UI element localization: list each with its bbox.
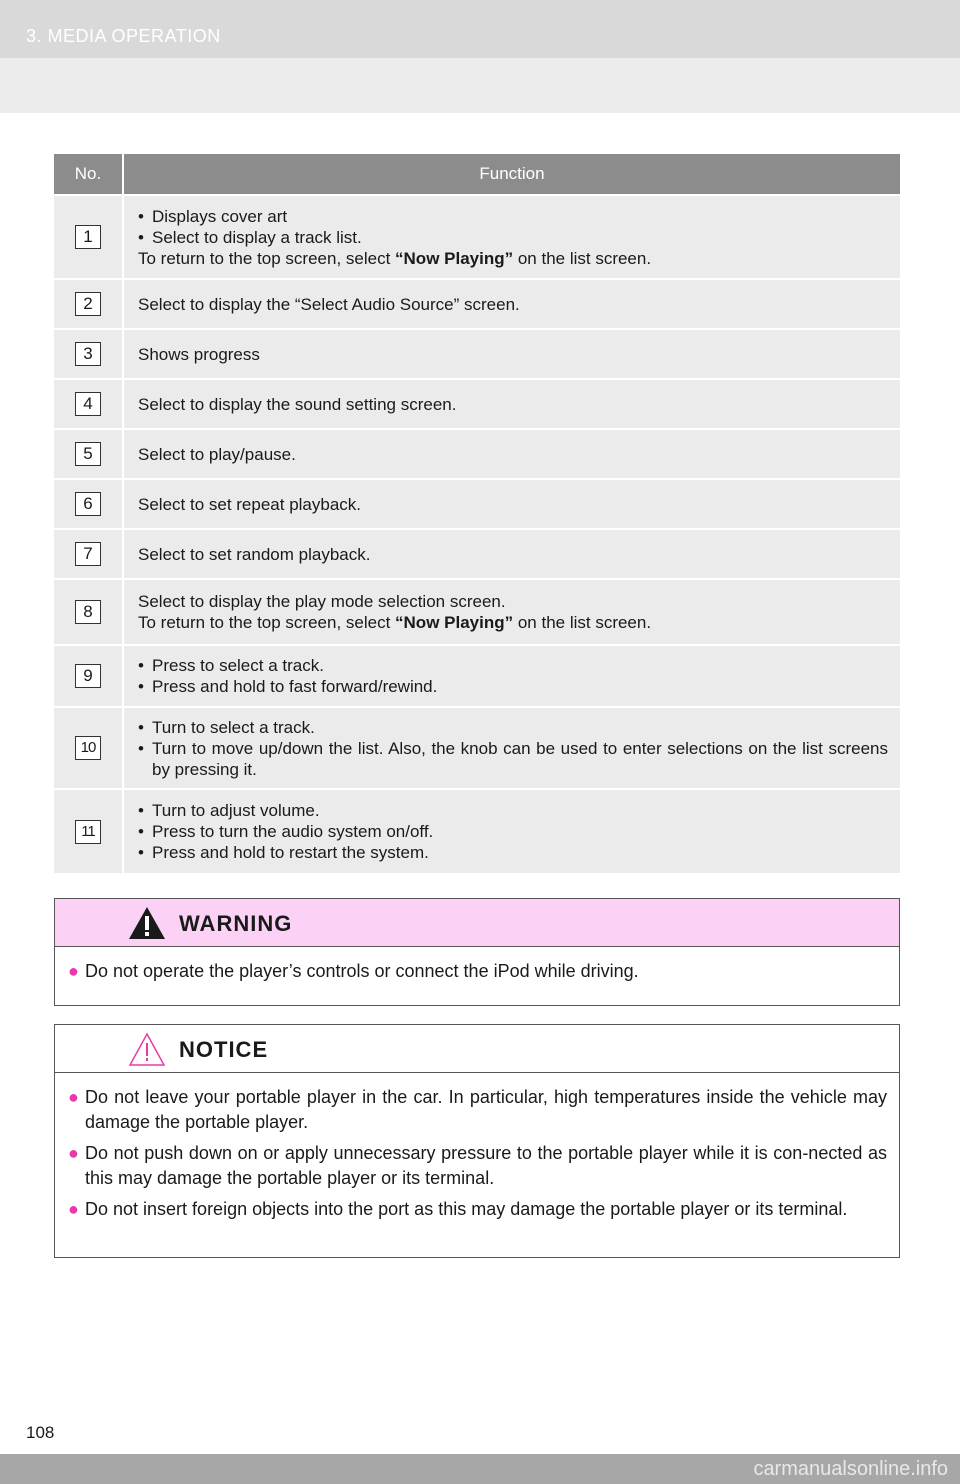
notice-header [55,1025,899,1073]
watermark-bar [0,1454,960,1484]
function-bullet-text: Press to select a track. [152,656,324,675]
item-number-badge: 10 [75,736,101,760]
row-number-cell [54,529,123,579]
row-number-cell [54,707,123,789]
row-function-cell [123,529,900,579]
item-number-badge: 9 [75,664,101,688]
warning-body [55,947,899,984]
function-text-part: on the list screen. [513,613,652,632]
function-bullet [138,821,888,842]
chapter-title: 3. MEDIA OPERATION [26,26,221,46]
warning-triangle-icon [127,905,167,941]
row-function-cell [123,707,900,789]
function-text-part: To return to the top screen, select [138,613,396,632]
function-bullet-text: Press and hold to fast forward/rewind. [152,677,438,696]
function-text-part: on the list screen. [513,248,652,268]
bullet-dot-icon: ● [68,1087,79,1107]
function-text: Select to play/pause. [138,444,296,464]
table-header-row [54,154,900,195]
table-row [54,579,900,645]
warning-item-text: Do not operate the player’s controls or connect the iPod while driving. [85,961,639,981]
row-number-cell [54,329,123,379]
function-bullet [138,717,888,738]
header-band [0,58,960,113]
function-bullet-text: Displays cover art [152,206,288,226]
row-function-cell [123,379,900,429]
row-number-cell [54,429,123,479]
table-row [54,789,900,873]
warning-header [55,899,899,947]
item-number-badge: 6 [75,492,101,516]
function-bullet [138,800,888,821]
watermark-text: carmanualsonline.info [753,1458,948,1480]
item-number-badge: 5 [75,442,101,466]
notice-item [68,1197,887,1222]
table-row [54,707,900,789]
table-row [54,279,900,329]
function-bullet [138,655,888,676]
table-row [54,429,900,479]
header-bar [0,0,960,58]
warning-box [54,898,900,1006]
function-text: Select to display the play mode selection screen. [138,592,506,611]
column-header-function: Function [123,154,900,195]
table-row [54,379,900,429]
row-function-cell [123,479,900,529]
item-number-badge: 7 [75,542,101,566]
warning-title: WARNING [179,911,293,936]
item-number-badge: 2 [75,292,101,316]
table-row [54,645,900,707]
row-function-cell [123,329,900,379]
function-bullet [138,676,888,697]
bullet-dot-icon: ● [68,961,79,981]
row-number-cell [54,789,123,873]
function-text: Select to display the “Select Audio Source” screen. [138,294,520,314]
row-number-cell [54,279,123,329]
function-bullet [138,206,888,227]
function-bullet-text: Press and hold to restart the system. [152,843,429,862]
function-bullet-text: Turn to move up/down the list. Also, the knob can be used to enter selections on the list screens by pressing it. [152,738,888,779]
function-text-part: To return to the top screen, select [138,248,396,268]
function-text: Shows progress [138,344,260,364]
notice-box [54,1024,900,1258]
highlight-label: “Now Playing” [395,248,514,268]
function-text: Select to display the sound setting screen. [138,394,457,414]
row-function-cell [123,279,900,329]
row-function-cell [123,645,900,707]
column-header-no: No. [54,154,123,195]
function-bullet-text: Turn to select a track. [152,717,315,737]
function-bullet-text: Select to display a track list. [152,227,362,247]
table-row [54,529,900,579]
table-row [54,195,900,279]
table-row [54,329,900,379]
function-text: Select to set repeat playback. [138,494,362,514]
row-number-cell [54,479,123,529]
item-number-badge: 1 [75,225,101,249]
warning-item [68,959,887,984]
item-number-badge: 3 [75,342,101,366]
item-number-badge: 8 [75,600,101,624]
bullet-dot-icon: ● [68,1143,79,1163]
notice-item [68,1085,887,1135]
notice-title: NOTICE [179,1037,269,1062]
function-bullet-text: Press to turn the audio system on/off. [152,822,434,841]
notice-item-text: Do not leave your portable player in the car. In particular, high temperatures inside the vehicle may damage the portable player. [85,1087,887,1132]
page-number: 108 [26,1423,55,1442]
function-table [54,154,900,873]
function-bullet [138,227,888,248]
function-bullet-text: Turn to adjust volume. [152,801,320,820]
row-function-cell [123,789,900,873]
row-number-cell [54,645,123,707]
row-function-cell [123,195,900,279]
notice-item-text: Do not insert foreign objects into the port as this may damage the portable player or its terminal. [85,1199,848,1219]
function-text: Select to set random playback. [138,544,371,564]
function-text-mixed [138,612,888,633]
function-text-mixed [138,248,888,269]
notice-item-text: Do not push down on or apply unnecessary pressure to the portable player while it is con-nected as this may damage the portable player or its terminal. [85,1143,887,1188]
notice-item [68,1141,887,1191]
row-number-cell [54,195,123,279]
table-row [54,479,900,529]
row-number-cell [54,379,123,429]
row-number-cell [54,579,123,645]
highlight-label: “Now Playing” [395,613,514,632]
item-number-badge: 11 [75,820,101,844]
notice-body [55,1073,899,1222]
item-number-badge: 4 [75,392,101,416]
table-body [54,195,900,873]
function-bullet [138,738,888,780]
notice-triangle-icon [127,1031,167,1067]
row-function-cell [123,579,900,645]
bullet-dot-icon: ● [68,1199,79,1219]
function-bullet [138,842,888,863]
row-function-cell [123,429,900,479]
